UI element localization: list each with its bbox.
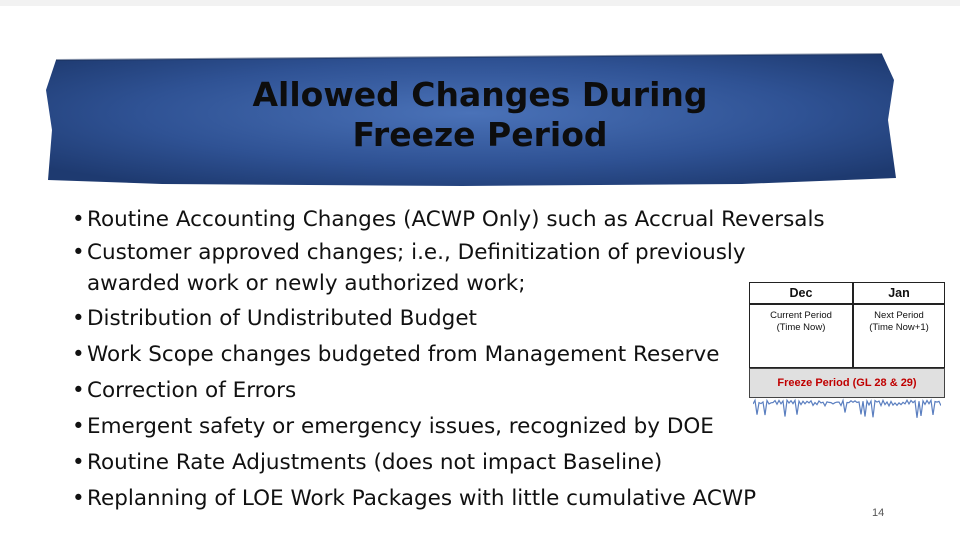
bullet-item: • Routine Accounting Changes (ACWP Only) such as Accrual Reversals bbox=[72, 203, 825, 239]
bullet-item: • Routine Rate Adjustments (does not impact Baseline) bbox=[72, 446, 825, 482]
title-line-2: Freeze Period bbox=[352, 115, 608, 154]
current-period-cell bbox=[749, 304, 853, 368]
dec-header: Dec bbox=[749, 282, 853, 304]
time-now-plus-one-label: (Time Now+1) bbox=[869, 322, 929, 333]
jan-header: Jan bbox=[853, 282, 945, 304]
freeze-period-bar: Freeze Period (GL 28 & 29) bbox=[749, 368, 945, 398]
top-divider bbox=[0, 0, 960, 6]
slide-title bbox=[0, 75, 960, 155]
bullet-item: • Correction of Errors bbox=[72, 374, 825, 410]
bullet-item: • Work Scope changes budgeted from Management Reserve bbox=[72, 338, 825, 374]
current-period-label: Current Period bbox=[770, 310, 832, 321]
bullet-item-continuation: awarded work or newly authorized work; bbox=[87, 271, 526, 296]
bullet-list bbox=[72, 203, 825, 518]
bullet-item: • Emergent safety or emergency issues, recognized by DOE bbox=[72, 410, 825, 446]
bullet-item: • Customer approved changes; i.e., Definitization of previously bbox=[72, 239, 825, 269]
time-now-label: (Time Now) bbox=[776, 322, 826, 333]
next-period-label: Next Period bbox=[874, 310, 924, 321]
bullet-item: • Distribution of Undistributed Budget bbox=[72, 302, 825, 338]
freeze-wave-graphic bbox=[753, 398, 941, 420]
freeze-timeline-graphic bbox=[749, 282, 945, 422]
page-number: 14 bbox=[872, 507, 885, 519]
bullet-item: • Replanning of LOE Work Packages with little cumulative ACWP bbox=[72, 482, 825, 518]
title-line-1: Allowed Changes During bbox=[252, 75, 708, 114]
next-period-cell bbox=[853, 304, 945, 368]
